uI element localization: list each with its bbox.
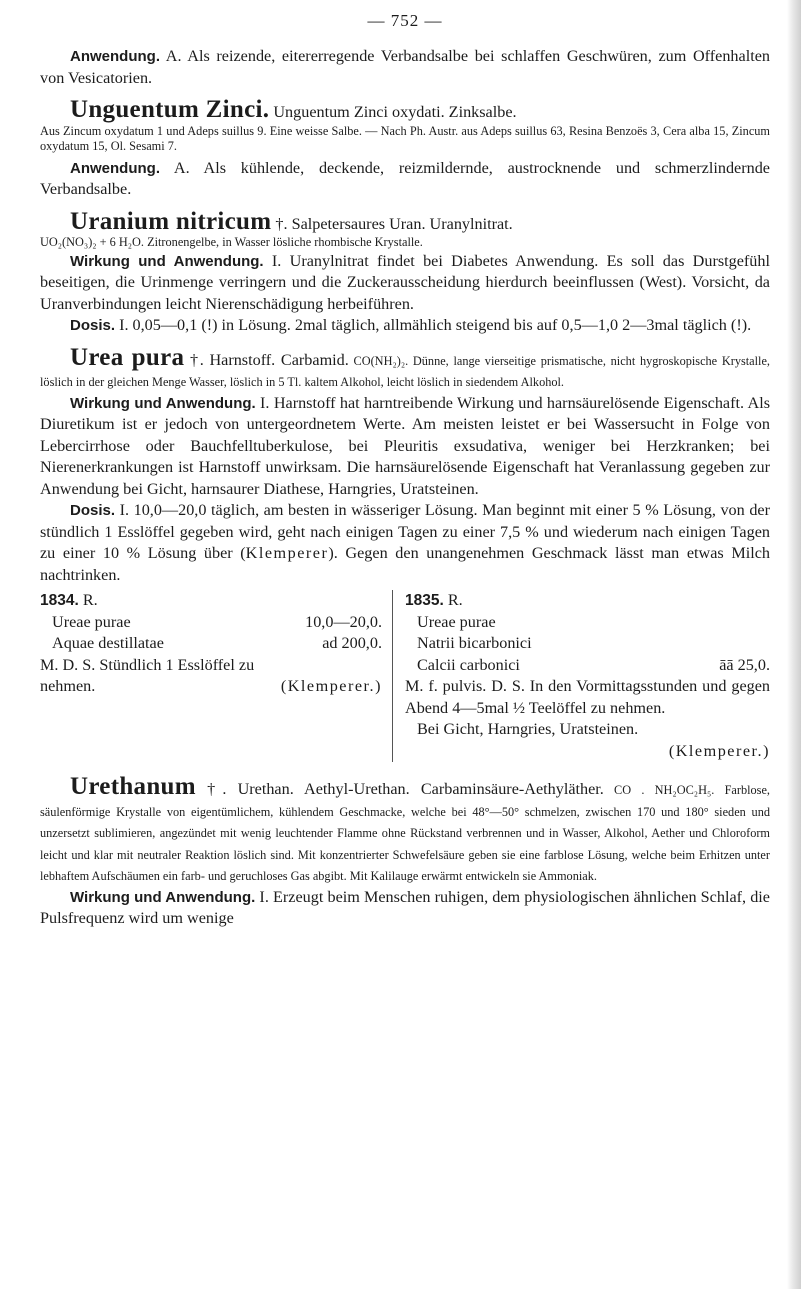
usage-label: Anwendung. xyxy=(70,159,160,177)
document-page xyxy=(40,6,770,930)
author-name: Klemperer xyxy=(245,544,329,563)
dose-text-end: ). Gegen den unangenehmen Geschmack lässt man etwas Milch nachtrinken. xyxy=(40,544,770,584)
chemical-formula: CO(NH₂)₂. xyxy=(348,353,409,368)
usage-label: Wirkung und Anwendung. xyxy=(70,394,256,412)
entry-description: Salpetersaures Uran. Uranylnitrat. xyxy=(287,214,513,233)
entry-title: Unguentum Zinci. xyxy=(70,96,270,123)
prescription-number: 1834. xyxy=(40,592,79,610)
intro-label: Anwendung. xyxy=(70,48,160,65)
entry-small-print: Farblose, säulenförmige Krystalle von eigentümlichem, kühlendem Geschmacke, welche bei 48°—50° schmelzen, zwischen 170 und 180° sieden und unzersetzt sublimieren, angezündet mit wenig leuchtender Flamme ohne Rückstand verbrennen und in Wasser, Alkohol, Aether und Chloroform leicht und klar mit neutraler Reaktion löslich sind. Mit konzentrierter Schwefelsäure geben sie eine farblose Lösung, welche beim Erhitzen unter lebhaftem Aufschäumen ein farb- und geruchloses Gas abgibt. Mit Kalilauge erwärmt entwickeln sie Ammoniak. xyxy=(40,783,770,884)
entry-small-print: Aus Zincum oxydatum 1 und Adeps suillus 9. Eine weisse Salbe. — Nach Ph. Austr. aus Adeps suillus 63, Resina Benzoës 3, Cera alba 15, Zincum oxydatum 15, Ol. Sesami 7. xyxy=(40,123,770,154)
entry-unguentum-zinci xyxy=(40,96,770,201)
prescription-row xyxy=(40,590,770,762)
dagger-mark: †. xyxy=(271,214,288,233)
prescription-number: 1835. xyxy=(405,592,444,610)
ingredient-name: Aquae destillatae xyxy=(52,634,164,653)
entry-small-print: Dünne, lange vierseitige prismatische, nicht hygroskopische Krystalle, löslich in der gleichen Menge Wasser, löslich in 5 Tl. kaltem Alkohol, leicht löslich in siedendem Alkohol. xyxy=(40,353,771,390)
chemical-formula: UO₂(NO₃)₂ + 6 H₂O. xyxy=(40,235,145,250)
page-number: — 752 — xyxy=(367,11,443,30)
dose-text: I. 0,05—0,1 (!) in Lösung. 2mal täglich, allmählich steigend bis auf 0,5—1,0 2—3mal täglich (!). xyxy=(115,316,752,335)
entry-description: Unguentum Zinci oxydati. Zinksalbe. xyxy=(269,103,517,121)
entry-title: Uranium nitricum xyxy=(70,207,272,235)
page-edge-shadow xyxy=(787,0,801,1289)
entry-description: Harnstoff. Carbamid. xyxy=(203,350,349,369)
usage-text: I. Harnstoff hat harntreibende Wirkung und harnsäurelösende Eigenschaft. Als Diuretikum ist er jedoch von untergeordnetem Werte. Am meisten leistet er bei Wassersucht in Folge von Lebercirrhose oder Bauchfelltuberkulose, bei Pleuritis exsudativa, weniger bei Herzkranken; bei Nierenerkrankungen ist Harnstoff unwirksam. Die harnsäurelösende Eigenschaft hat Veranlassung gegeben zur Anwendung bei Gicht, harnsaurer Diathese, Harngries, Uratsteinen. xyxy=(40,393,770,498)
entry-description: Urethan. Aethyl-Urethan. Carbaminsäure-Aethyläther. xyxy=(226,780,604,799)
dose-label: Dosis. xyxy=(70,502,116,520)
usage-text: A. Als kühlende, deckende, reizmildernde, austrocknende und schmerzlindernde Verbandsalbe. xyxy=(40,158,770,199)
ingredient-amount: āā 25,0. xyxy=(719,655,770,674)
entry-title: Urea pura xyxy=(70,343,185,371)
prescription-1834 xyxy=(40,590,393,762)
entry-uranium-nitricum xyxy=(40,207,770,337)
prescription-instruction-end: nehmen. xyxy=(40,677,96,696)
entry-small-print: Zitronengelbe, in Wasser lösliche rhombische Krystalle. xyxy=(144,235,423,250)
usage-label: Wirkung und Anwendung. xyxy=(70,888,256,906)
usage-text: I. Erzeugt beim Menschen ruhigen, dem physiologischen ähnlichen Schlaf, die Pulsfrequenz wird um wenige xyxy=(40,887,770,928)
ingredient-name: Ureae purae xyxy=(417,612,496,631)
ingredient-name: Natrii bicarbonici xyxy=(417,634,532,653)
intro-text: A. Als reizende, eitererregende Verbandsalbe bei schlaffen Geschwüren, zum Offenhalten von Vesicatorien. xyxy=(40,47,770,87)
prescription-instruction: M. f. pulvis. D. S. In den Vormittagsstunden und gegen Abend 4—5mal ½ Teelöffel zu nehmen. xyxy=(405,677,770,717)
usage-label: Wirkung und Anwendung. xyxy=(70,252,264,270)
entry-urea-pura xyxy=(40,343,771,763)
entry-title: Urethanum xyxy=(70,773,196,801)
entry-urethanum xyxy=(40,773,770,930)
prescription-instruction: M. D. S. Stündlich 1 Esslöffel zu xyxy=(40,655,255,674)
prescription-r: R. xyxy=(443,591,463,610)
usage-text: I. Uranylnitrat findet bei Diabetes Anwendung. Es soll das Durstgefühl beseitigen, die Urinmenge verringern und die Zuckerausscheidung hierdurch beeinflussen (West). Vorsicht, da Uranverbindungen leicht Nierenschädigung herbeiführen. xyxy=(40,251,770,313)
prescription-r: R. xyxy=(78,591,98,610)
ingredient-name: Calcii carbonici xyxy=(417,655,520,674)
prescription-1835 xyxy=(393,590,770,762)
prescription-author: (Klemperer.) xyxy=(668,741,770,760)
chemical-formula: CO . NH₂OC₂H₅. xyxy=(603,783,715,798)
prescription-indication: Bei Gicht, Harngries, Uratsteinen. xyxy=(417,720,639,739)
ingredient-amount: ad 200,0. xyxy=(322,634,382,653)
dagger-mark: †. xyxy=(195,780,227,799)
ingredient-name: Ureae purae xyxy=(52,612,131,631)
prescription-author: (Klemperer.) xyxy=(280,677,382,696)
dose-text: I. 10,0—20,0 täglich, am besten in wässeriger Lösung. Man beginnt mit einer 5 % Lösung, von der stündlich 1 Esslöffel gegeben wird, geht nach einigen Tagen zu einer 7,5 % und wiederum nach einigen Tagen zu einer 10 % Lösung über ( xyxy=(40,501,770,563)
ingredient-amount: 10,0—20,0. xyxy=(305,612,382,631)
dagger-mark: †. xyxy=(184,350,204,369)
intro-paragraph xyxy=(40,46,770,89)
dose-label: Dosis. xyxy=(70,317,116,335)
